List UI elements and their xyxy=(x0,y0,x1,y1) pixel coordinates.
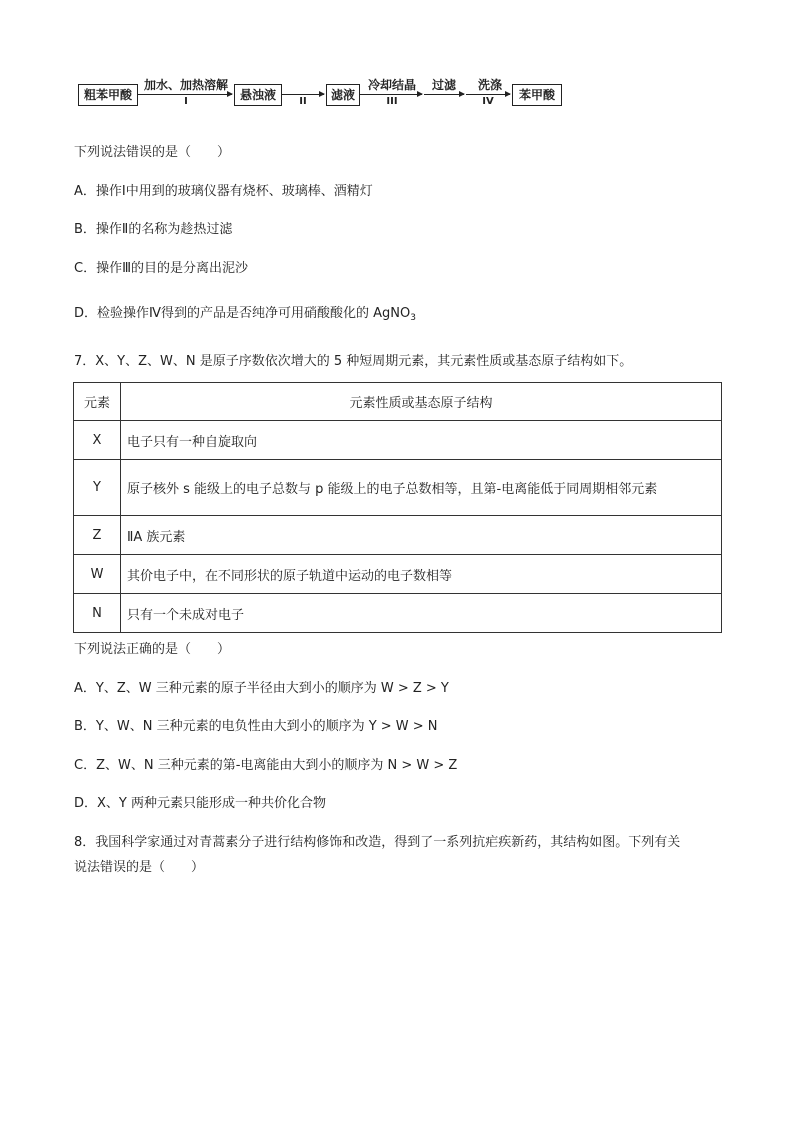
table-cell-element: N xyxy=(74,594,121,633)
table-cell-property: 其价电子中，在不同形状的原子轨道中运动的电子数相等 xyxy=(121,555,722,594)
flow-arrow-2 xyxy=(282,94,324,95)
q7-option-b: B．Y、W、N 三种元素的电负性由大到小的顺序为 Y > W > N xyxy=(74,719,438,734)
process-flow-diagram xyxy=(78,72,578,112)
q6-stem: 下列说法错误的是（ ） xyxy=(74,145,231,160)
q7-stem: 7．X、Y、Z、W、N 是原子序数依次增大的 5 种短周期元素，其元素性质或基态原子结构如下。 xyxy=(74,354,633,369)
q8-stem-line1: 8．我国科学家通过对青蒿素分子进行结构修饰和改造，得到了一系列抗疟疾新药，其结构如图。下列有关 xyxy=(74,835,681,850)
table-row xyxy=(74,460,722,516)
table-cell-element: X xyxy=(74,421,121,460)
q7-option-c: C．Z、W、N 三种元素的第-电离能由大到小的顺序为 N > W > Z xyxy=(74,758,458,773)
flow-box-suspension: 悬浊液 xyxy=(234,84,282,106)
table-cell-element: W xyxy=(74,555,121,594)
table-row xyxy=(74,555,722,594)
flow-step3b-label: 过滤 xyxy=(431,78,456,92)
element-properties-table xyxy=(73,382,722,633)
q6-option-d-text: D．检验操作Ⅳ得到的产品是否纯净可用硝酸酸化的 AgNO xyxy=(74,306,411,321)
flow-step2-num: II xyxy=(299,96,307,107)
flow-arrow-5 xyxy=(466,94,510,95)
table-cell-property: 电子只有一种自旋取向 xyxy=(121,421,722,460)
table-row xyxy=(74,421,722,460)
table-cell-property: 只有一个未成对电子 xyxy=(121,594,722,633)
table-cell-property: ⅡA 族元素 xyxy=(121,516,722,555)
table-row xyxy=(74,594,722,633)
q6-option-c: C．操作Ⅲ的目的是分离出泥沙 xyxy=(74,261,249,276)
flow-step1-num: I xyxy=(184,96,188,107)
table-header-row xyxy=(74,383,722,421)
flow-box-filtrate: 滤液 xyxy=(326,84,360,106)
flow-step4-num: IV xyxy=(482,96,494,107)
flow-step1-label: 加水、加热溶解 xyxy=(143,78,228,92)
flow-arrow-3 xyxy=(360,94,422,95)
flow-step3-label: 冷却结晶 xyxy=(367,78,416,92)
table-cell-element: Z xyxy=(74,516,121,555)
table-cell-element: Y xyxy=(74,460,121,516)
q7-option-a: A．Y、Z、W 三种元素的原子半径由大到小的顺序为 W > Z > Y xyxy=(74,681,449,696)
q6-option-d xyxy=(74,302,416,323)
flow-arrow-1 xyxy=(138,94,232,95)
q6-option-a: A．操作Ⅰ中用到的玻璃仪器有烧杯、玻璃棒、酒精灯 xyxy=(74,184,373,199)
flow-step3-num: III xyxy=(386,96,398,107)
q7-option-d: D．X、Y 两种元素只能形成一种共价化合物 xyxy=(74,796,326,811)
q6-option-d-subscript: 3 xyxy=(410,313,416,323)
table-cell-property: 原子核外 s 能级上的电子总数与 p 能级上的电子总数相等，且第-电离能低于同周期相邻元素 xyxy=(121,460,722,516)
table-row xyxy=(74,516,722,555)
flow-arrow-4 xyxy=(424,94,464,95)
table-header-property: 元素性质或基态原子结构 xyxy=(121,383,722,421)
q8-stem-line2: 说法错误的是（ ） xyxy=(74,860,205,875)
flow-box-crude-benzoic-acid: 粗苯甲酸 xyxy=(78,84,138,106)
table-header-element: 元素 xyxy=(74,383,121,421)
q6-option-b: B．操作Ⅱ的名称为趁热过滤 xyxy=(74,222,233,237)
q7-question: 下列说法正确的是（ ） xyxy=(74,642,231,657)
flow-box-benzoic-acid: 苯甲酸 xyxy=(512,84,562,106)
flow-step4-label: 洗涤 xyxy=(477,78,502,92)
